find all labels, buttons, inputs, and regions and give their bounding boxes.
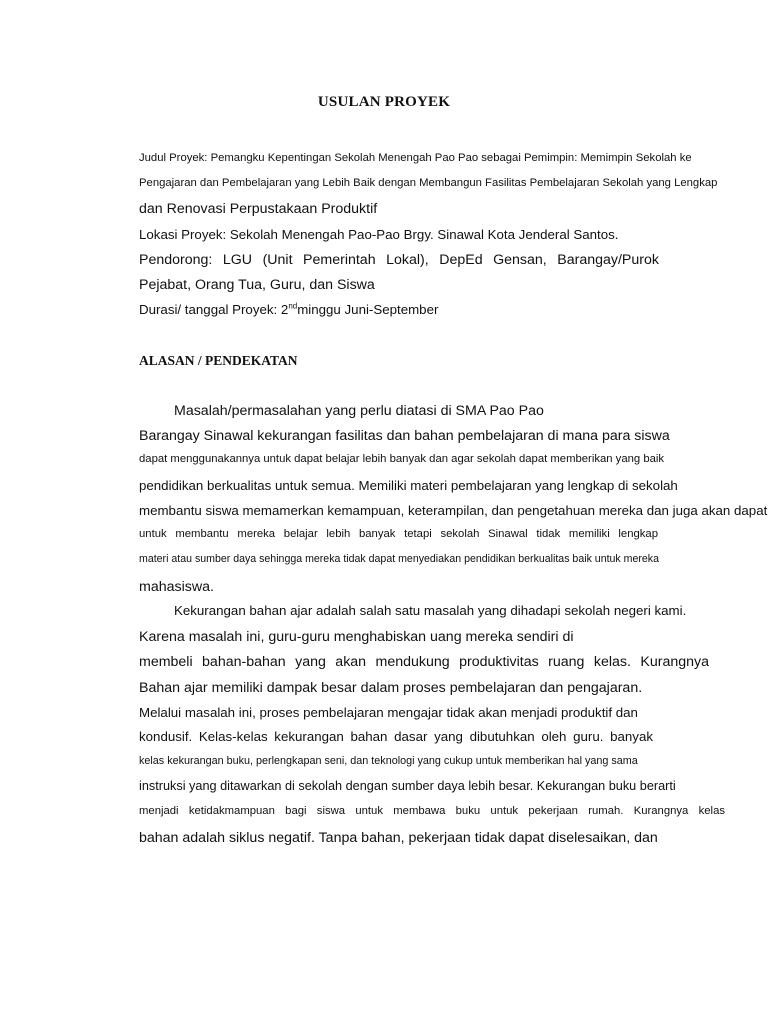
- durasi-proyek: [139, 302, 438, 317]
- body-line: menjadi ketidakmampuan bagi siswa untuk membawa buku untuk pekerjaan rumah. Kurangnya kelas: [139, 805, 725, 817]
- body-line: instruksi yang ditawarkan di sekolah dengan sumber daya lebih besar. Kekurangan buku berarti: [139, 779, 676, 793]
- pendorong-line-1: Pendorong: LGU (Unit Pemerintah Lokal), DepEd Gensan, Barangay/Purok: [139, 252, 659, 268]
- body-line: membeli bahan-bahan yang akan mendukung produktivitas ruang kelas. Kurangnya: [139, 654, 709, 670]
- section-heading: ALASAN / PENDEKATAN: [139, 353, 298, 368]
- judul-line-2: Pengajaran dan Pembelajaran yang Lebih Baik dengan Membangun Fasilitas Pembelajaran Sekolah yang Lengkap: [139, 177, 718, 189]
- body-line: materi atau sumber daya sehingga mereka tidak dapat menyediakan pendidikan berkualitas baik untuk mereka: [139, 553, 659, 565]
- durasi-superscript: nd: [288, 301, 298, 311]
- body-line: Barangay Sinawal kekurangan fasilitas dan bahan pembelajaran di mana para siswa: [139, 428, 670, 444]
- body-line: Masalah/permasalahan yang perlu diatasi di SMA Pao Pao: [174, 403, 544, 419]
- body-line: membantu siswa memamerkan kemampuan, keterampilan, dan pengetahuan mereka dan juga akan dapat: [139, 503, 768, 518]
- pendorong-line-2: Pejabat, Orang Tua, Guru, dan Siswa: [139, 277, 375, 293]
- body-line: kelas kekurangan buku, perlengkapan seni, dan teknologi yang cukup untuk memberikan hal yang sama: [139, 755, 638, 767]
- body-line: pendidikan berkualitas untuk semua. Memiliki materi pembelajaran yang lengkap di sekolah: [139, 478, 678, 493]
- body-line: dapat menggunakannya untuk dapat belajar lebih banyak dan agar sekolah dapat memberikan yang baik: [139, 453, 665, 465]
- document-title: USULAN PROYEK: [317, 94, 451, 110]
- body-line: Karena masalah ini, guru-guru menghabiskan uang mereka sendiri di: [139, 629, 574, 645]
- durasi-prefix: Durasi/ tanggal Proyek: 2: [139, 302, 289, 317]
- durasi-suffix: minggu Juni-September: [297, 302, 439, 317]
- judul-line-3: dan Renovasi Perpustakaan Produktif: [139, 201, 378, 217]
- body-line: untuk membantu mereka belajar lebih banyak tetapi sekolah Sinawal tidak memiliki lengkap: [139, 528, 658, 540]
- lokasi-proyek: Lokasi Proyek: Sekolah Menengah Pao-Pao Brgy. Sinawal Kota Jenderal Santos.: [139, 227, 619, 242]
- body-line: bahan adalah siklus negatif. Tanpa bahan, pekerjaan tidak dapat diselesaikan, dan: [139, 830, 658, 846]
- body-line: mahasiswa.: [139, 579, 214, 595]
- judul-line-1: Judul Proyek: Pemangku Kepentingan Sekolah Menengah Pao Pao sebagai Pemimpin: Memimpin Sekolah ke: [139, 152, 692, 164]
- body-line: Bahan ajar memiliki dampak besar dalam proses pembelajaran dan pengajaran.: [139, 680, 643, 696]
- body-line: kondusif. Kelas-kelas kekurangan bahan dasar yang dibutuhkan oleh guru. banyak: [139, 729, 653, 744]
- body-line: Melalui masalah ini, proses pembelajaran mengajar tidak akan menjadi produktif dan: [139, 705, 638, 720]
- body-line: Kekurangan bahan ajar adalah salah satu masalah yang dihadapi sekolah negeri kami.: [174, 603, 687, 618]
